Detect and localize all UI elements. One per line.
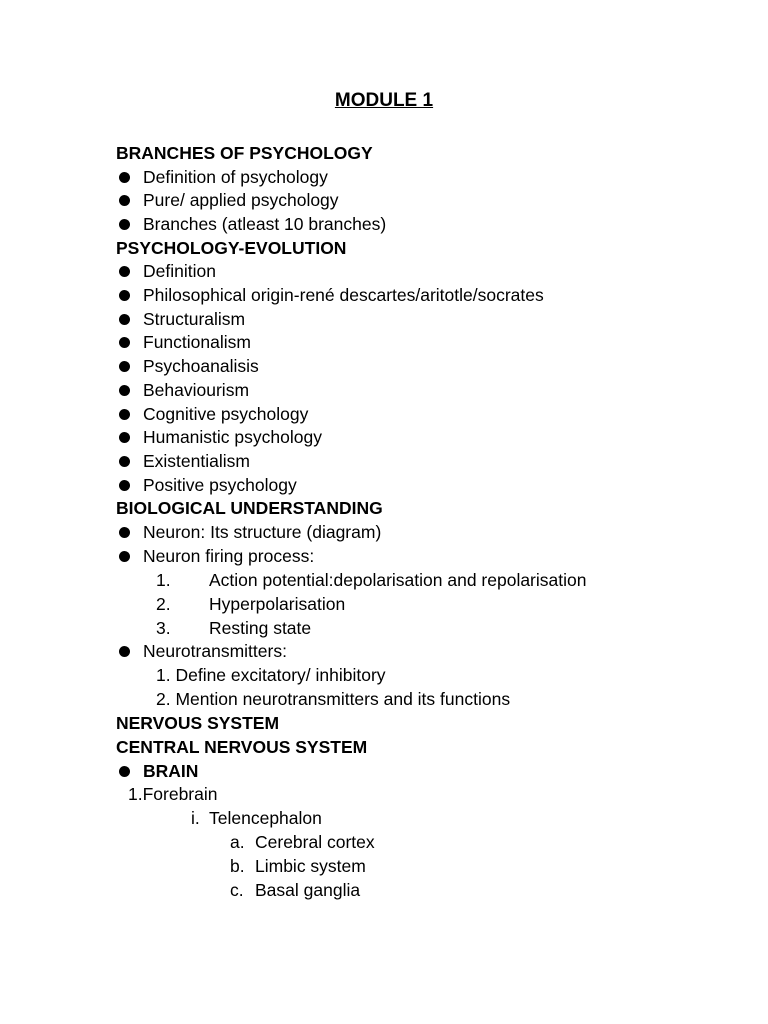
bullet-icon bbox=[119, 172, 130, 183]
section-heading-cns: CENTRAL NERVOUS SYSTEM bbox=[116, 737, 368, 757]
list-item: Neuron firing process: bbox=[116, 545, 756, 569]
numbered-item: b. Limbic system bbox=[230, 856, 366, 876]
list-item: Psychoanalisis bbox=[116, 355, 756, 379]
section-heading-nervous: NERVOUS SYSTEM bbox=[116, 713, 280, 733]
list-item: Humanistic psychology bbox=[116, 426, 756, 450]
list-item: Neuron: Its structure (diagram) bbox=[116, 521, 756, 545]
bullet-icon bbox=[119, 337, 130, 348]
bullet-icon bbox=[119, 480, 130, 491]
list-item: Definition of psychology bbox=[116, 166, 756, 190]
list-item: Structuralism bbox=[116, 308, 756, 332]
bullet-icon bbox=[119, 646, 130, 657]
numbered-item: 2. Mention neurotransmitters and its functions bbox=[156, 689, 511, 709]
section-heading-branches: BRANCHES OF PSYCHOLOGY bbox=[116, 143, 373, 163]
section-heading-biological: BIOLOGICAL UNDERSTANDING bbox=[116, 498, 383, 518]
list-item: Definition bbox=[116, 260, 756, 284]
page-title: MODULE 1 bbox=[334, 90, 434, 111]
list-item: Cognitive psychology bbox=[116, 403, 756, 427]
bullet-icon bbox=[119, 314, 130, 325]
bullet-icon bbox=[119, 409, 130, 420]
numbered-item: c. Basal ganglia bbox=[230, 880, 361, 900]
list-item: Functionalism bbox=[116, 331, 756, 355]
numbered-item: 3. Resting state bbox=[156, 618, 312, 638]
list-item: BRAIN bbox=[116, 760, 756, 784]
bullet-icon bbox=[119, 219, 130, 230]
bullet-icon bbox=[119, 766, 130, 777]
bullet-icon bbox=[119, 456, 130, 467]
numbered-item: 1. Action potential:depolarisation and repolarisation bbox=[156, 570, 587, 590]
list-item: Neurotransmitters: bbox=[116, 640, 756, 664]
bullet-icon bbox=[119, 527, 130, 538]
bullet-icon bbox=[119, 385, 130, 396]
bullet-icon bbox=[119, 266, 130, 277]
list-item: Pure/ applied psychology bbox=[116, 189, 756, 213]
numbered-item: i. Telencephalon bbox=[191, 808, 322, 828]
numbered-item: a. Cerebral cortex bbox=[230, 832, 375, 852]
numbered-item: 2. Hyperpolarisation bbox=[156, 594, 346, 614]
list-item: Behaviourism bbox=[116, 379, 756, 403]
bullet-icon bbox=[119, 290, 130, 301]
numbered-item: 1.Forebrain bbox=[128, 784, 218, 804]
bullet-icon bbox=[119, 432, 130, 443]
list-item: Philosophical origin-rené descartes/aritotle/socrates bbox=[116, 284, 756, 308]
bullet-icon bbox=[119, 361, 130, 372]
bullet-icon bbox=[119, 195, 130, 206]
list-item: Branches (atleast 10 branches) bbox=[116, 213, 756, 237]
list-item: Positive psychology bbox=[116, 474, 756, 498]
bullet-icon bbox=[119, 551, 130, 562]
numbered-item: 1. Define excitatory/ inhibitory bbox=[156, 665, 386, 685]
section-heading-evolution: PSYCHOLOGY-EVOLUTION bbox=[116, 238, 347, 258]
list-item: Existentialism bbox=[116, 450, 756, 474]
